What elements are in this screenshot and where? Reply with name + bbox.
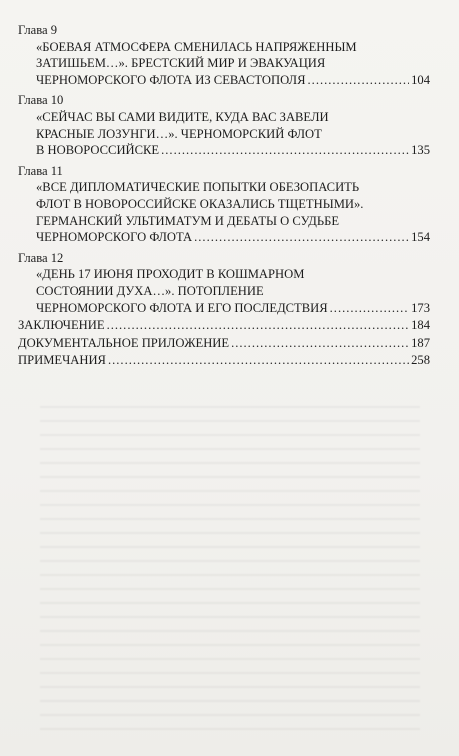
- dot-leader: [108, 352, 409, 369]
- chapter-10-line-2: КРАСНЫЕ ЛОЗУНГИ…». ЧЕРНОМОРСКИЙ ФЛОТ: [36, 126, 322, 141]
- chapter-11-line-3: ГЕРМАНСКИЙ УЛЬТИМАТУМ И ДЕБАТЫ О СУДЬБЕ: [36, 213, 340, 228]
- dot-leader: [194, 229, 409, 246]
- chapter-12-line-3: ЧЕРНОМОРСКОГО ФЛОТА И ЕГО ПОСЛЕДСТВИЯ: [36, 300, 328, 315]
- dot-leader: [330, 300, 409, 317]
- section-conclusion: [18, 317, 430, 334]
- section-notes-page: 258: [411, 353, 430, 368]
- section-documentary-appendix: [18, 335, 430, 352]
- show-through-text: [40, 400, 420, 730]
- section-notes: [18, 352, 430, 369]
- chapter-10-entry: [18, 109, 430, 159]
- chapter-9-line-3: ЧЕРНОМОРСКОГО ФЛОТА ИЗ СЕВАСТОПОЛЯ: [36, 72, 306, 87]
- chapter-9-label: Глава 9: [18, 23, 58, 37]
- chapter-9-line-1: «БОЕВАЯ АТМОСФЕРА СМЕНИЛАСЬ НАПРЯЖЕННЫМ: [36, 39, 357, 54]
- chapter-9-line-2: ЗАТИШЬЕМ…». БРЕСТСКИЙ МИР И ЭВАКУАЦИЯ: [36, 56, 326, 71]
- chapter-11-page: 154: [411, 230, 430, 245]
- chapter-10-label: Глава 10: [18, 93, 64, 108]
- chapter-11-line-1: «ВСЕ ДИПЛОМАТИЧЕСКИЕ ПОПЫТКИ ОБЕЗОПАСИТЬ: [36, 180, 360, 195]
- chapter-12-last-line: [36, 300, 430, 317]
- chapter-11-last-line: [36, 229, 430, 246]
- chapter-12-line-1: «ДЕНЬ 17 ИЮНЯ ПРОХОДИТ В КОШМАРНОМ: [36, 267, 305, 282]
- chapter-9-page: 104: [411, 72, 430, 87]
- chapter-9-last-line: [36, 72, 430, 89]
- chapter-12-entry: [18, 266, 430, 316]
- section-conclusion-title: ЗАКЛЮЧЕНИЕ: [18, 318, 105, 333]
- dot-leader: [231, 335, 409, 352]
- chapter-10-page: 135: [411, 143, 430, 158]
- dot-leader: [308, 72, 410, 89]
- section-appendix-title: ДОКУМЕНТАЛЬНОЕ ПРИЛОЖЕНИЕ: [18, 335, 230, 350]
- section-notes-title: ПРИМЕЧАНИЯ: [18, 353, 106, 368]
- chapter-11-label: Глава 11: [18, 163, 63, 178]
- chapter-12-page: 173: [411, 300, 430, 315]
- chapter-12-label: Глава 12: [18, 250, 64, 265]
- table-of-contents: [18, 22, 430, 369]
- chapter-10-last-line: [36, 142, 430, 159]
- dot-leader: [161, 142, 409, 159]
- chapter-11-entry: [18, 179, 430, 245]
- dot-leader: [107, 317, 410, 334]
- section-appendix-page: 187: [411, 335, 430, 350]
- chapter-11-line-4: ЧЕРНОМОРСКОГО ФЛОТА: [36, 230, 193, 245]
- chapter-10-line-1: «СЕЙЧАС ВЫ САМИ ВИДИТЕ, КУДА ВАС ЗАВЕЛИ: [36, 109, 329, 124]
- chapter-9-entry: [18, 39, 430, 89]
- chapter-11-line-2: ФЛОТ В НОВОРОССИЙСКЕ ОКАЗАЛИСЬ ТЩЕТНЫМИ».: [36, 196, 364, 211]
- chapter-10-line-3: В НОВОРОССИЙСКЕ: [36, 143, 160, 158]
- section-conclusion-page: 184: [411, 318, 430, 333]
- chapter-12-line-2: СОСТОЯНИИ ДУХА…». ПОТОПЛЕНИЕ: [36, 283, 264, 298]
